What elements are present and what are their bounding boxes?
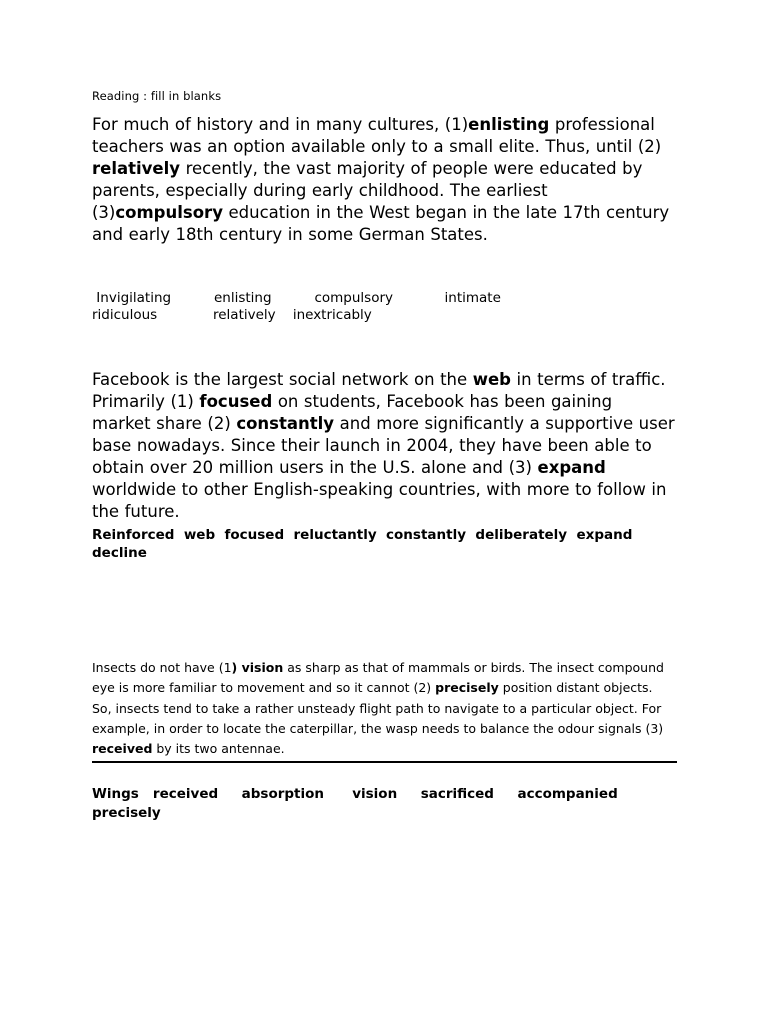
word-bank-1-line-2: ridiculous relatively inextricably: [92, 306, 372, 323]
section-2: [92, 369, 676, 562]
passage-3-text: Insects do not have (1) vision as sharp as that of mammals or birds. The insect compound eye is more familiar to movement and so it cannot (2) precisely position distant objects. So, insects tend to take a rather unsteady flight path to navigate to a particular object. For example, in order to locate the caterpillar, the wasp needs to balance the odour signals (3) received by its two antennae.: [92, 660, 664, 757]
word-bank-2: Reinforced web focused reluctantly constantly deliberately expand decline: [92, 527, 638, 561]
word-bank-3: Wings received absorption vision sacrificed accompanied precisely: [92, 786, 623, 821]
horizontal-rule: [92, 761, 677, 763]
section-3: [92, 658, 676, 759]
page-title: Reading : fill in blanks: [92, 89, 222, 103]
word-bank-1-line-1: Invigilating enlisting compulsory intimate: [92, 289, 501, 306]
passage-2-text: Facebook is the largest social network on the web in terms of traffic. Primarily (1) focused on students, Facebook has been gaining market share (2) constantly and more significantly a supportive user base nowadays. Since their launch in 2004, they have been able to obtain over 20 million users in the U.S. alone and (3) expand worldwide to other English-speaking countries, with more to follow in the future.: [92, 370, 675, 522]
passage-1-text: For much of history and in many cultures, (1)enlisting professional teachers was an option available only to a small elite. Thus, until (2) relatively recently, the vast majority of people were educated by parents, especially during early childhood. The earliest (3)compulsory education in the West began in the late 17th century and early 18th century in some German States.: [92, 115, 670, 244]
word-bank-1: [92, 290, 672, 324]
